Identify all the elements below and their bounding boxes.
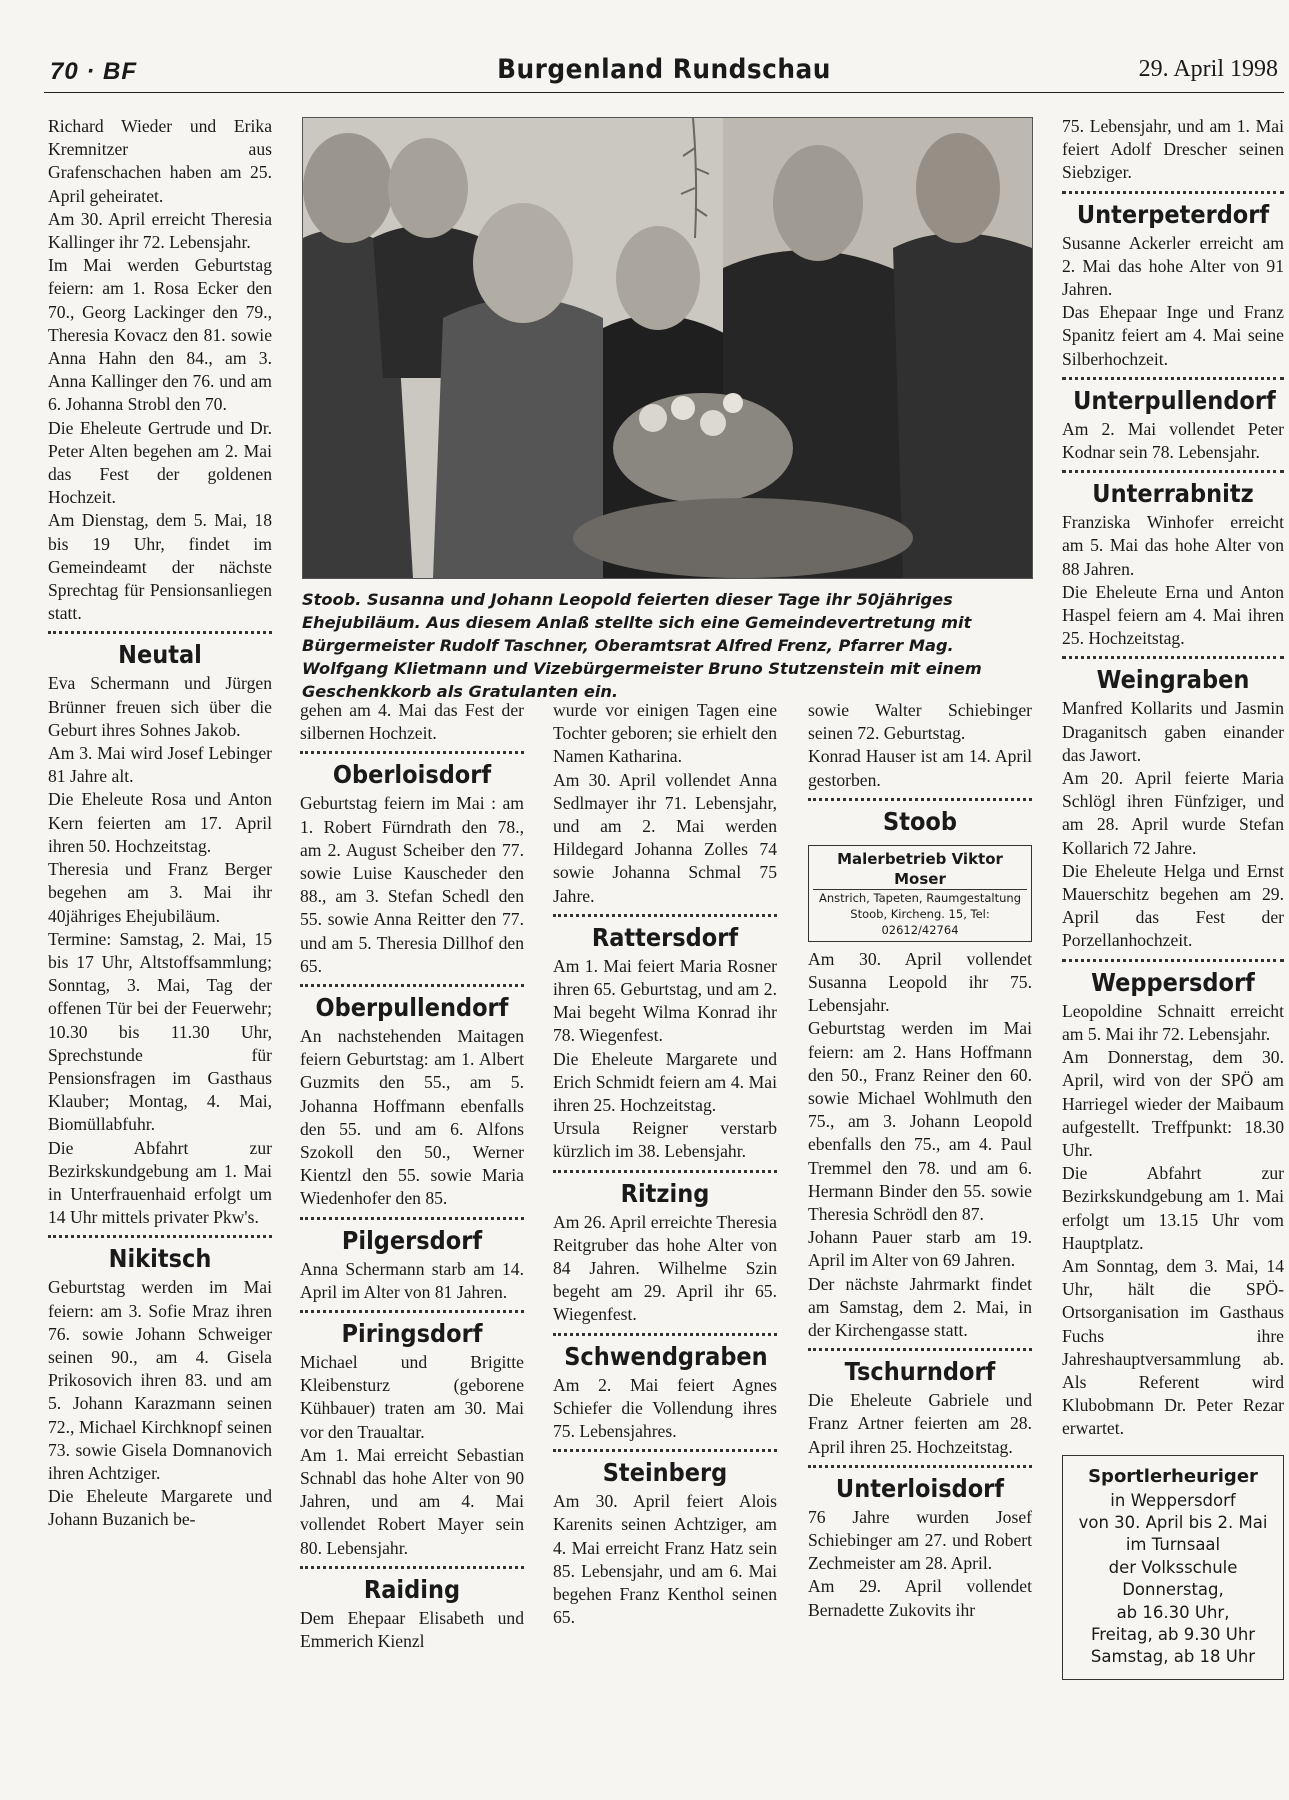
heading-ritzing: Ritzing <box>620 1178 710 1208</box>
paragraph: Am 29. April vollendet Bernadette Zukovits ihr <box>808 1576 1032 1620</box>
heading-unterloisdorf: Unterloisdorf <box>835 1473 1005 1503</box>
heading-schwendgraben: Schwendgraben <box>564 1341 768 1371</box>
paragraph: Geburtstag werden im Mai feiern: am 2. Hans Hoffmann den 50., Franz Reiner den 60. sowie Michael Wohlmuth den 75., am 3. Johann Leopold ebenfalls den 75., am 4. Paul Tremmel den 78. und am 6. Hermann Binder den 55. sowie Theresia Schrödl den 87. <box>808 1018 1032 1225</box>
issue-date: 29. April 1998 <box>1138 56 1278 82</box>
paragraph: Am 1. Mai feiert Maria Rosner ihren 65. Geburtstag, und am 2. Mai begeht Wilma Konrad ihr 78. Wiegenfest. <box>553 955 777 1046</box>
paragraph: Die Eheleute Gabriele und Franz Artner feierten am 28. April ihren 25. Hochzeitstag. <box>808 1390 1032 1457</box>
paragraph: Am 30. April feiert Alois Karenits seinen Achtziger, am 4. Mai erreicht Franz Hatz sein 85. Lebensjahr, und am 6. Mai begehen Franz Kenthol seinen 65. <box>553 1491 777 1628</box>
photo-caption: Stoob. Susanna und Johann Leopold feierten dieser Tage ihr 50jähriges Ehejubiläum. Aus diesem Anlaß stellte sich eine Gemeindevertretung mit Bürgermeister Rudolf Taschner, Oberamtsrat Alfred Frenz, Pfarrer Mag. Wolfgang Klietmann und Vizebürgermeister Bruno Stutzenstein mit einem Geschenkkorb als Gratulanten ein. <box>302 590 982 701</box>
paragraph: Im Mai werden Geburtstag feiern: am 1. Rosa Ecker den 70., Georg Lackinger den 79., Theresia Kovacz den 81. sowie Anna Hahn den 84., am 3. Anna Kallinger den 76. und am 6. Johanna Strobl den 70. <box>48 255 272 415</box>
newspaper-title: Burgenland Rundschau <box>497 54 831 85</box>
paragraph: Am 3. Mai wird Josef Lebinger 81 Jahre alt. <box>48 743 272 787</box>
event-box-sportlerheuriger <box>1062 1455 1284 1680</box>
paragraph: 75. Lebensjahr, und am 1. Mai feiert Adolf Drescher seinen Siebziger. <box>1062 116 1284 183</box>
heading-tschurndorf: Tschurndorf <box>844 1357 996 1387</box>
paragraph: Am 30. April vollendet Susanna Leopold ihr 75. Lebensjahr. <box>808 948 1032 1016</box>
paragraph: Ursula Reigner verstarb kürzlich im 38. Lebensjahr. <box>553 1118 777 1162</box>
heading-stoob: Stoob <box>883 806 957 836</box>
paragraph: gehen am 4. Mai das Fest der silbernen Hochzeit. <box>300 700 524 744</box>
paragraph: Die Eheleute Margarete und Johann Buzanich be- <box>48 1486 272 1530</box>
column-2 <box>300 699 524 1653</box>
paragraph: Franziska Winhofer erreicht am 5. Mai das hohe Alter von 88 Jahren. <box>1062 512 1284 579</box>
event-line: Samstag, ab 18 Uhr <box>1090 1647 1256 1667</box>
paragraph: sowie Walter Schiebinger seinen 72. Geburtstag. <box>808 700 1032 744</box>
heading-unterrabnitz: Unterrabnitz <box>1092 479 1254 509</box>
paragraph: Die Eheleute Erna und Anton Haspel feiern am 4. Mai ihren 25. Hochzeitstag. <box>1062 581 1284 649</box>
paragraph: Anna Schermann starb am 14. April im Alter von 81 Jahren. <box>300 1258 524 1302</box>
paragraph: Manfred Kollarits und Jasmin Draganitsch gaben einander das Jawort. <box>1062 698 1284 765</box>
divider <box>300 984 524 987</box>
heading-unterpeterdorf: Unterpeterdorf <box>1076 199 1270 229</box>
heading-piringsdorf: Piringsdorf <box>341 1319 483 1349</box>
divider <box>1062 959 1284 962</box>
heading-pilgersdorf: Pilgersdorf <box>341 1225 483 1255</box>
paragraph: Am 30. April erreicht Theresia Kallinger ihr 72. Lebensjahr. <box>48 208 272 253</box>
page-number: 70 · BF <box>50 58 138 85</box>
event-line: der Volksschule <box>1108 1557 1238 1577</box>
paragraph: Am Sonntag, dem 3. Mai, 14 Uhr, hält die SPÖ-Ortsorganisation im Gasthaus Fuchs ihre Jahreshauptversammlung ab. Als Referent wird Klubobmann Dr. Peter Rezar erwartet. <box>1062 1255 1284 1439</box>
column-4 <box>808 699 1032 1622</box>
paragraph: Eva Schermann und Jürgen Brünner freuen sich über die Geburt ihres Sohnes Jakob. <box>48 673 272 740</box>
divider <box>1062 191 1284 194</box>
paragraph: Richard Wieder und Erika Kremnitzer aus Grafenschachen haben am 25. April geheiratet. <box>48 116 272 206</box>
paragraph: Am 1. Mai erreicht Sebastian Schnabl das hohe Alter von 90 Jahren, und am 4. Mai vollendet Robert Mayer sein 80. Lebensjahr. <box>300 1444 524 1558</box>
paragraph: Dem Ehepaar Elisabeth und Emmerich Kienzl <box>300 1607 524 1652</box>
photo-illustration <box>303 118 1032 578</box>
divider <box>1062 377 1284 380</box>
heading-neutal: Neutal <box>118 640 202 670</box>
paragraph: Am 2. Mai vollendet Peter Kodnar sein 78. Lebensjahr. <box>1062 418 1284 463</box>
paragraph: wurde vor einigen Tagen eine Tochter geboren; sie erhielt den Namen Katharina. <box>553 700 777 767</box>
divider <box>300 751 524 754</box>
divider <box>808 1465 1032 1468</box>
event-line: in Weppersdorf <box>1110 1490 1236 1510</box>
column-5 <box>1062 115 1284 1680</box>
divider <box>808 1348 1032 1351</box>
ad-line: Anstrich, Tapeten, Raumgestaltung <box>818 890 1021 905</box>
paragraph: Termine: Samstag, 2. Mai, 15 bis 17 Uhr, Altstoffsammlung; Sonntag, 3. Mai, Tag der offenen Tür bei der Feuerwehr; 10.30 bis 11.30 Uhr, Sprechstunde für Pensionsfragen im Gasthaus Klauber; Montag, 4. Mai, Biomüllabfuhr. <box>48 928 272 1135</box>
paragraph: Geburtstag werden im Mai feiern: am 3. Sofie Mraz ihren 76. sowie Johann Schweiger seinen 90., am 4. Gisela Prikosovich ihren 83. und am 5. Johann Karazmann seinen 72., Michael Kirchknopf seinen 73. sowie Gisela Domnanovich ihren Achtziger. <box>48 1277 272 1483</box>
ad-title: Malerbetrieb Viktor Moser <box>813 849 1027 890</box>
event-title: Sportlerheuriger <box>1088 1465 1258 1487</box>
heading-oberloisdorf: Oberloisdorf <box>332 760 492 790</box>
heading-rattersdorf: Rattersdorf <box>591 922 739 952</box>
advertisement-malerbetrieb <box>808 845 1032 942</box>
divider <box>300 1217 524 1220</box>
divider <box>48 631 272 634</box>
paragraph: An nachstehenden Maitagen feiern Geburtstag: am 1. Albert Guzmits den 55., am 5. Johanna Hoffmann ebenfalls den 55. und am 6. Alfons Szokoll den 50., Werner Kientzl den 55. sowie Maria Wiedenhofer den 85. <box>300 1026 524 1209</box>
paragraph: Am Dienstag, dem 5. Mai, 18 bis 19 Uhr, findet im Gemeindeamt der nächste Sprechtag für Pensionsanliegen statt. <box>48 510 272 624</box>
divider <box>300 1310 524 1313</box>
paragraph: Theresia und Franz Berger begehen am 3. Mai ihr 40jähriges Ehejubiläum. <box>48 859 272 926</box>
paragraph: Am 2. Mai feiert Agnes Schiefer die Vollendung ihres 75. Lebensjahres. <box>553 1374 777 1442</box>
photo-group-portrait <box>302 117 1033 579</box>
divider <box>553 1449 777 1452</box>
paragraph: Der nächste Jahrmarkt findet am Samstag, dem 2. Mai, in der Kirchengasse statt. <box>808 1273 1032 1341</box>
divider <box>1062 656 1284 659</box>
event-line: von 30. April bis 2. Mai <box>1078 1512 1268 1532</box>
heading-raiding: Raiding <box>363 1574 461 1604</box>
heading-oberpullendorf: Oberpullendorf <box>315 993 509 1023</box>
event-line: ab 16.30 Uhr, <box>1116 1602 1230 1622</box>
event-line: Freitag, ab 9.30 Uhr <box>1090 1624 1256 1644</box>
ad-line: Stoob, Kircheng. 15, Tel: 02612/42764 <box>850 906 990 937</box>
paragraph: Die Abfahrt zur Bezirkskundgebung am 1. Mai erfolgt um 13.15 Uhr vom Hauptplatz. <box>1062 1163 1284 1253</box>
heading-steinberg: Steinberg <box>602 1458 728 1488</box>
divider <box>553 914 777 917</box>
paragraph: Konrad Hauser ist am 14. April gestorben. <box>808 746 1032 790</box>
heading-weppersdorf: Weppersdorf <box>1091 967 1255 997</box>
paragraph: Das Ehepaar Inge und Franz Spanitz feiert am 4. Mai seine Silberhochzeit. <box>1062 302 1284 369</box>
divider <box>808 798 1032 801</box>
paragraph: Am 30. April vollendet Anna Sedlmayer ihr 71. Lebensjahr, und am 2. Mai werden Hildegard Johanna Zolles 74 sowie Johanna Schmal 75 Jahre. <box>553 769 777 906</box>
divider <box>553 1170 777 1173</box>
paragraph: Leopoldine Schnaitt erreicht am 5. Mai ihr 72. Lebensjahr. <box>1062 1000 1284 1044</box>
paragraph: Am Donnerstag, dem 30. April, wird von der SPÖ am Harriegel wieder der Maibaum aufgestellt. Treffpunkt: 18.30 Uhr. <box>1062 1047 1284 1160</box>
paragraph: Geburtstag feiern im Mai : am 1. Robert Fürndrath den 78., am 2. August Scheiber den 77. sowie Luise Kauscheder den 88., am 3. Stefan Schedl den 55. sowie Anna Reitter den 77. und am 5. Theresia Dillhof den 65. <box>300 793 524 976</box>
paragraph: Johann Pauer starb am 19. April im Alter von 69 Jahren. <box>808 1227 1032 1271</box>
event-line: Donnerstag, <box>1122 1580 1224 1600</box>
heading-nikitsch: Nikitsch <box>108 1244 212 1274</box>
paragraph: Die Eheleute Rosa und Anton Kern feierten am 17. April ihren 50. Hochzeitstag. <box>48 789 272 856</box>
column-3 <box>553 699 777 1630</box>
divider <box>48 1235 272 1238</box>
event-line: im Turnsaal <box>1125 1535 1221 1555</box>
divider <box>1062 470 1284 473</box>
heading-weingraben: Weingraben <box>1096 665 1250 695</box>
paragraph: Am 26. April erreichte Theresia Reitgruber das hohe Alter von 84 Jahren. Wilhelme Szin begeht am 29. April ihr 65. Wiegenfest. <box>553 1211 777 1325</box>
paragraph: Die Eheleute Gertrude und Dr. Peter Alten begehen am 2. Mai das Fest der goldenen Hochzeit. <box>48 417 272 508</box>
paragraph: Die Abfahrt zur Bezirkskundgebung am 1. Mai in Unterfrauenhaid erfolgt um 14 Uhr mittels privater Pkw's. <box>48 1137 272 1228</box>
column-1 <box>48 115 272 1532</box>
paragraph: Die Eheleute Margarete und Erich Schmidt feiern am 4. Mai ihren 25. Hochzeitstag. <box>553 1048 777 1116</box>
paragraph: Michael und Brigitte Kleibensturz (geborene Kühbauer) traten am 30. Mai vor den Traualtar. <box>300 1352 524 1442</box>
heading-unterpullendorf: Unterpullendorf <box>1073 385 1276 415</box>
paragraph: 76 Jahre wurden Josef Schiebinger am 27. und Robert Zechmeister am 28. April. <box>808 1506 1032 1574</box>
paragraph: Am 20. April feierte Maria Schlögl ihren Fünfziger, und am 28. April wurde Stefan Kollarich 72 Jahre. <box>1062 768 1284 858</box>
page-header <box>44 50 1284 93</box>
paragraph: Die Eheleute Helga und Ernst Mauerschitz begehen am 29. April das Fest der Porzellanhochzeit. <box>1062 860 1284 951</box>
paragraph: Susanne Ackerler erreicht am 2. Mai das hohe Alter von 91 Jahren. <box>1062 232 1284 300</box>
divider <box>300 1566 524 1569</box>
divider <box>553 1333 777 1336</box>
